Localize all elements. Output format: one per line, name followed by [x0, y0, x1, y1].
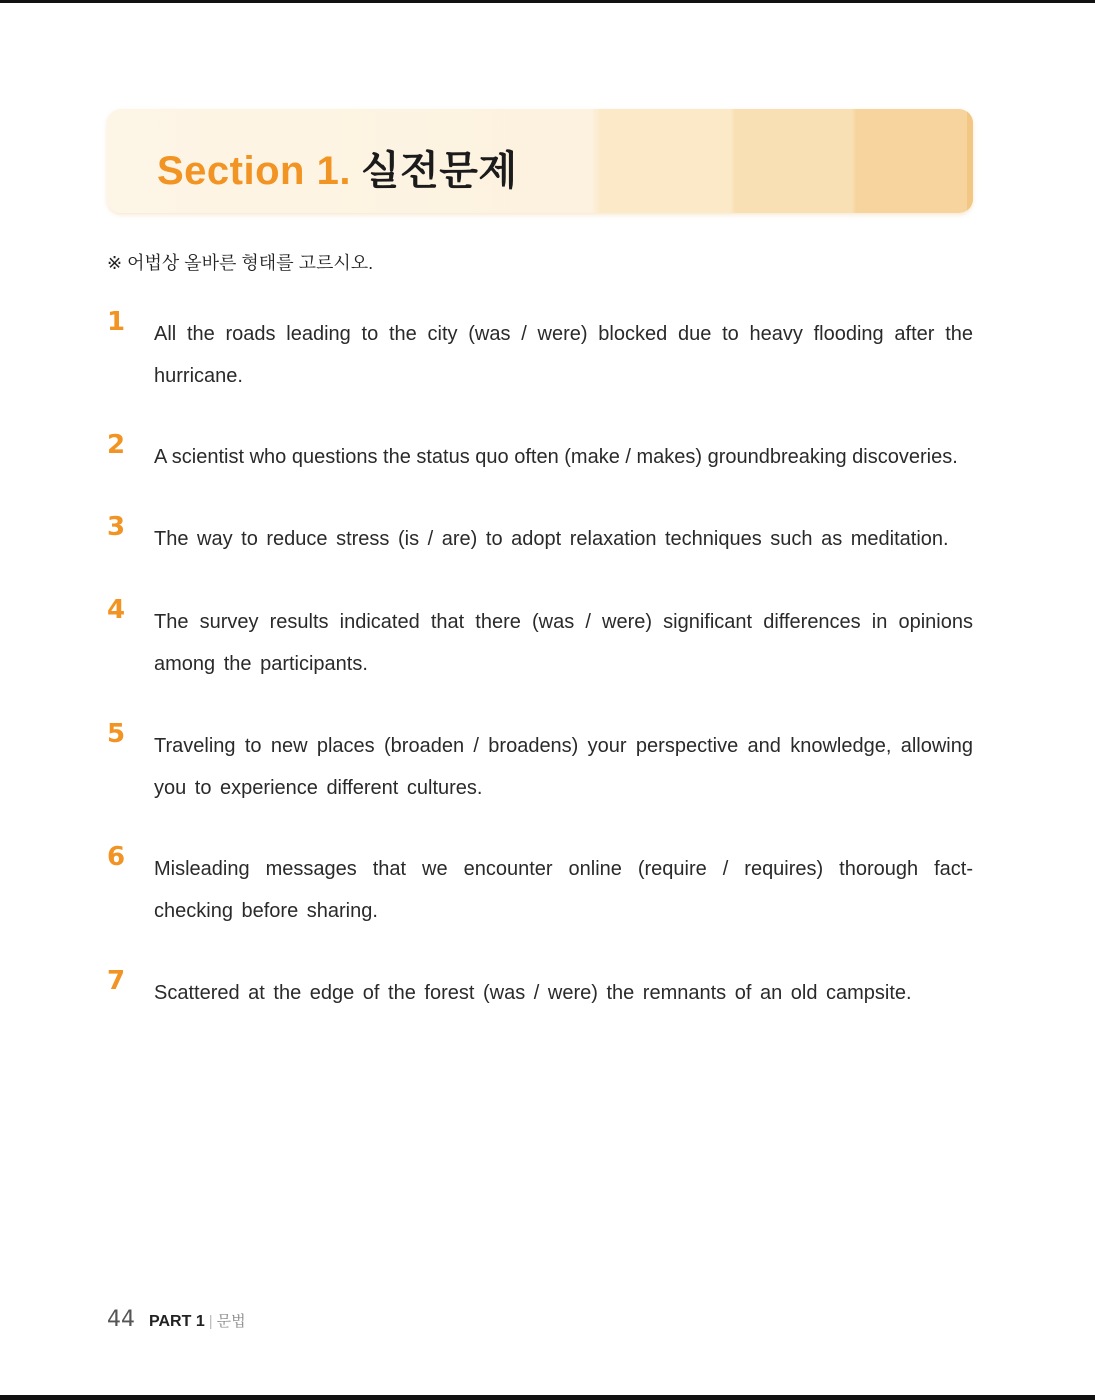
question-number: 7 — [107, 966, 126, 996]
part-label: PART 1 — [149, 1313, 205, 1330]
question-number: 1 — [107, 307, 126, 337]
question-text: A scientist who questions the status quo often (make / makes) groundbreaking discoveries. — [154, 446, 958, 468]
question-number: 2 — [107, 430, 126, 460]
section-title — [157, 139, 518, 196]
question-text: The survey results indicated that there (was / were) significant differences in opinions among the participants. — [154, 611, 973, 675]
question-item — [107, 512, 973, 560]
question-item — [107, 595, 973, 685]
question-item — [107, 966, 973, 1014]
page-number: 44 — [107, 1307, 135, 1332]
question-item — [107, 842, 973, 932]
question-number: 4 — [107, 595, 126, 625]
question-number: 6 — [107, 842, 126, 872]
page-footer — [107, 1307, 246, 1332]
question-text: Misleading messages that we encounter online (require / requires) thorough fact-checking before sharing. — [154, 858, 973, 922]
footer-separator: | — [208, 1313, 213, 1330]
question-number: 3 — [107, 512, 126, 542]
question-text: Traveling to new places (broaden / broadens) your perspective and knowledge, allowing you to experience different cultures. — [154, 735, 973, 799]
section-title-kr: 실전문제 — [360, 149, 518, 193]
question-text: All the roads leading to the city (was / were) blocked due to heavy flooding after the hurricane. — [154, 323, 973, 387]
question-text: Scattered at the edge of the forest (was / were) the remnants of an old campsite. — [154, 982, 912, 1004]
instruction-text: ※ 어법상 올바른 형태를 고르시오. — [107, 253, 374, 273]
question-item — [107, 307, 973, 397]
section-label: Section 1. — [157, 149, 351, 193]
section-banner — [107, 109, 973, 213]
question-text: The way to reduce stress (is / are) to adopt relaxation techniques such as meditation. — [154, 528, 949, 550]
question-number: 5 — [107, 719, 126, 749]
bottom-rule — [0, 1395, 1095, 1400]
category-label: 문법 — [216, 1313, 246, 1330]
top-rule — [0, 0, 1095, 3]
banner-edge — [967, 109, 973, 213]
question-item — [107, 430, 973, 478]
question-item — [107, 719, 973, 809]
